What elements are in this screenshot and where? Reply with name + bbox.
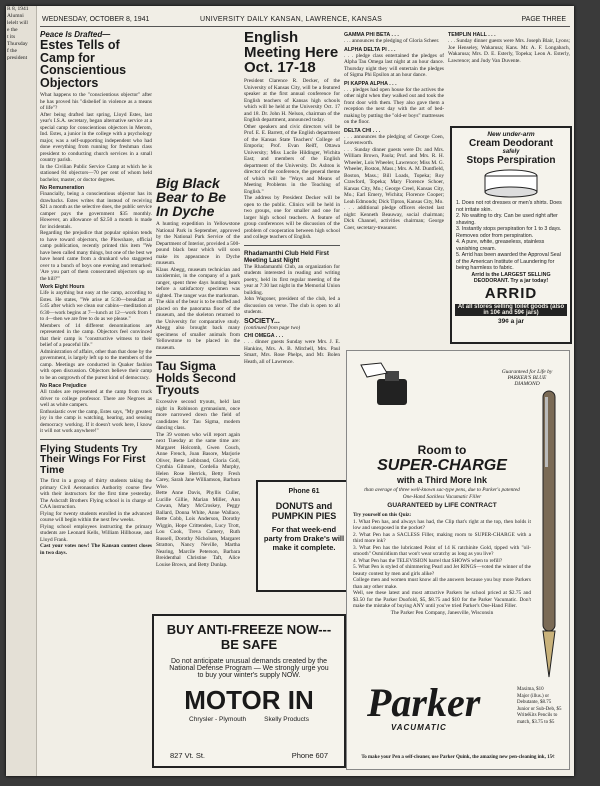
column-templin <box>448 30 570 120</box>
body-text: . . . announces the pledging of George Coen, Leavenworth. <box>344 133 444 146</box>
headline-bear: Big Black Bear to Be In Dyche <box>156 176 227 219</box>
body-text: The skin of the bear is to be stuffed and placed on the panorama floor of the museum, and the skeleton returned to the University for comparative study. Abegg also brought back many specimens of smaller animals from Yellowstone to be placed in the museum. <box>156 299 240 351</box>
headline-english: English Meeting Here Oct. 17-18 <box>244 30 339 76</box>
kicker: Peace Is Drafted— <box>40 30 111 39</box>
arrid-line1: New under-arm <box>487 131 535 138</box>
pka-heading: PI KAPPA ALPHA . . . <box>344 80 397 87</box>
strip-line: Alumni <box>7 13 24 19</box>
templin-heading: TEMPLIN HALL . . . <box>448 32 496 38</box>
arrid-line4: Stops Perspiration <box>466 155 556 166</box>
body-text: Financially, being a conscientious objector has its drawbacks. Estes writes that instead of receiving $21 a month as the selective does, the public service camper pays the government $35 monthly. However, an allowance of $2.50 a month is made for incidentals. <box>40 191 152 230</box>
parker-logo: Parker <box>367 680 481 725</box>
headline-rhadamanthi: Rhadamanthi Club Held First Meeting Last Night <box>244 249 329 264</box>
motor-line2: BE SAFE <box>220 637 278 652</box>
donuts-line2: PUMPKIN PIES <box>271 511 337 521</box>
body-text: Enthusiastic over the camp, Estes says, "My greatest joy in the camp is watching, hearing, and sensing democracy working. If it doesn't work here, I know it will not work anywhere!" <box>40 408 152 434</box>
body-text: What happens to the "conscientious objector" after he has proved his "disbelief in violence as a means of life"? <box>40 92 152 111</box>
body-text: Flying for twenty students enrolled in the advanced course will begin within the next few weeks. <box>40 510 152 523</box>
strip-line: f the <box>7 48 17 54</box>
arrid-item: 3. Instantly stops perspiration for 1 to 3 days. Removes odor from perspiration. <box>456 226 562 239</box>
parker-prices: Maxima, $10 Major (illus.) or Debutante, $8.75 Junior or Sub-Deb, $5 WriteKits Pencils to match, $3.75 to $5 <box>517 687 562 725</box>
body-text: . . . Sunday dinner guests were Mrs. Joseph Blair, Lyons; Joe Henseley, Wakarusa; Kans. Mr. A. F. Longabach, Wakarusa; Mrs. D. E. Esterly, Topeka; Leon A. Esterly, Lawrence; and Judy Van Duvente. <box>448 38 570 64</box>
newspaper-page <box>6 6 574 776</box>
arrid-item: 4. A pure, white, greaseless, stainless vanishing cream. <box>456 239 545 252</box>
parker-guaranteed: GUARANTEED by LIFE CONTRACT <box>387 502 497 509</box>
body-text: Members of 14 different denominations are represented in the camp. Objectors feel convinced that their camp is "constructive witness to their belief of a peaceful life." <box>40 322 152 348</box>
motor-address: 827 Vt. St. <box>170 751 206 760</box>
society-heading: SOCIETY... <box>244 317 280 325</box>
masthead <box>40 14 570 27</box>
parker-question: 2. What Pen has a SACLESS Filler, making room to SUPER-CHARGE with a third more ink? <box>353 531 531 544</box>
headline-tau-sigma: Tau Sigma Holds Second Tryouts <box>156 359 237 397</box>
masthead-title: UNIVERSITY DAILY KANSAN, LAWRENCE, KANSAS <box>200 16 383 23</box>
parker-quiz-title: Try yourself on this Quiz: <box>353 512 412 518</box>
parker-question: 5. What Pen is styled of shimmering Pearl and Jet RINGS—voted the winner of the beauty contest by men and girls alike? <box>353 564 531 577</box>
donuts-ad <box>256 480 352 592</box>
parker-h2: SUPER-CHARGE <box>377 457 507 474</box>
donuts-phone: Phone 61 <box>288 488 320 495</box>
strip-line: t its <box>7 34 16 40</box>
parker-body: Well, see these latest and most attractive Parkers he school priced at $2.75 and $3.50 for the Parker Duofold, $5, $8.75 and $10 for the Parker Vacumatic. Don't make the mistake of buying ANY until you've tried Parker's One-Hand Filler. <box>353 590 531 609</box>
arrid-line2: Cream Deodorant <box>469 138 553 149</box>
body-text: President Clarence R. Decker, of the University of Kansas City, will be a featured speaker at the first annual conference for English teachers of Kansas high schools which will be held at the University Oct. 17 and 18. Dr. John H. Nelson, chairman of the English department, announced today. <box>244 78 340 123</box>
parker-h1: Room to <box>417 443 467 457</box>
motor-phone: Phone 607 <box>291 751 328 760</box>
body-text: . . . Sunday dinner guests were Dr. and Mrs. William Brown, Paola; Prof. and Mrs. R. H. Wheeler, Lois Wheeler, Lawrence; Miss M. G. Wheeler, Boston, Mass.; Mrs. A. M. Duntfield, Boston, Mass.; Bill Loads, Topeka; Roy Crawford, Topeka; Mary Florence Schoer, Kansas City, Mo.; George Creel, Kansas City, Mo.; Earl Emery, Wichita; Florence Cooper; Leah Edmonds; Dick Tipton, Kansas City, Mo. <box>344 146 444 205</box>
masthead-date: WEDNESDAY, OCTOBER 8, 1941 <box>42 16 150 23</box>
body-text: John Wagoner, president of the club, led a discussion on verse. The club is open to all students. <box>244 296 340 315</box>
arrid-line3: safely <box>502 149 520 155</box>
headline-flying: Flying Students Try Their Wings For First Time <box>40 442 146 476</box>
parker-h4: than average of three well-known sac-type pens, due to Parker's patented One-Hand Sackless Vacumatic Filler <box>364 487 520 500</box>
body-text: All trades are represented at the camp from truck driver to college professor. There are Negroes as well as white campers. <box>40 389 152 408</box>
divider <box>40 439 152 440</box>
continued-note: (continued from page two) <box>244 324 301 331</box>
parker-question: 4. What Pen has the TELEVISION barrel that SHOWS when to refill? <box>353 557 503 564</box>
parker-body: College men and women must know all the answers because you buy more Parkers than any other make. <box>353 577 531 590</box>
strip-line: e the <box>7 27 18 33</box>
arrid-jar-icon <box>481 168 541 198</box>
arrid-ad <box>450 126 572 344</box>
divider <box>156 355 240 356</box>
motor-brand: MOTOR IN <box>184 685 314 715</box>
body-text: . . . pledge class entertained the pledges of Alpha Tau Omega last night at an hour dance. Thursday night they will entertain the pledges of Sigma Phi Epsilon at an hour dance. <box>344 52 444 78</box>
body-text: . . . additional pledge officers elected last night: Kenneth Beauway, social chairman; Dick Channel, activities chairman; George Coer, secretary-treasurer. <box>344 205 444 231</box>
subhead: No Remuneration <box>40 185 85 191</box>
body-text: . . . announces the pledging of Gloria Scheer. <box>344 38 440 44</box>
column-estes <box>40 30 152 774</box>
parker-question: 1. What Pen has, and always has had, the Clip that's right at the top, then holds it low and unexposed in the pocket? <box>353 518 531 531</box>
motor-in-ad <box>152 614 346 768</box>
pen-illustration <box>533 387 563 687</box>
body-text: . . . pledges had open house for the actives the other night when they walked out and took the front door with them. They also gave them a reception the next day with the art of bed-making by putting the "old-er boys" mattresses on the floor. <box>344 86 444 125</box>
arrid-brand: ARRID <box>484 284 538 302</box>
donuts-line3: For that week-end party from Drake's will make it complete. <box>263 525 345 552</box>
arrid-item: 5. Arrid has been awarded the Approval Seal of the American Institute of Laundering for being harmless to fabric. <box>456 252 561 271</box>
masthead-page: PAGE THREE <box>521 16 566 23</box>
parker-guarantee: Guaranteed for Life by PARKER'S BLUE DIAMOND <box>501 369 553 387</box>
strip-line: R 8, 1941 <box>7 6 29 12</box>
body-text: Other speakers and civic directors will be Prof. E. E. Barrett, of the English department of the Kansas State Teachers' College of Emporia; Prof. Evan Reiff, Ottawa University; Miss Lucile Hildinger, Wichita East; and members of the English department of the University. Dr. Ashton is director of the conference, the general theme of which will be "Ways and Means of Meeting Problems in the Teaching of English." <box>244 123 340 195</box>
ink-bottle-illustration <box>357 357 427 413</box>
motor-line3: Do not anticipate unusual demands created by the National Defense Program — We strongly urge you to buy your winter's supply NOW. <box>169 658 329 679</box>
divider <box>244 245 340 246</box>
body-text: In the Civilian Public Service Camp at which he is stationed 84 objectors—70 per cent of whom held bachelor, master, or doctor degrees. <box>40 163 152 183</box>
delta-chi-heading: DELTA CHI . . . <box>344 127 381 134</box>
body-text: Cast your votes now! The Kansan contest closes in two days. <box>40 543 152 556</box>
headline-estes: Estes Tells of Camp for Conscientious Objectors <box>40 38 127 90</box>
strip-line: president <box>7 55 28 61</box>
arrid-footer: At all stores selling toilet goods (also in 10¢ and 59¢ jars) <box>455 304 567 316</box>
arrid-item: 1. Does not rot dresses or men's shirts. Does not irritate skin. <box>456 200 562 213</box>
adp-heading: ALPHA DELTA PI . . . <box>344 46 396 53</box>
parker-ad <box>346 350 570 770</box>
subhead: Work Eight Hours <box>40 284 85 290</box>
subhead: No Race Prejudice <box>40 383 87 389</box>
parker-h3: with a Third More Ink <box>396 475 487 485</box>
body-text: The Rhadamanthi Club, an organization for students interested in reading and writing poetry, held its first regular meeting of the year at 7:30 last night in the Memorial Union building. <box>244 263 340 296</box>
body-text: Administration of affairs, other than that done by the government, is largely left up to the members of the camp. Meetings are conducted in Quaker fashion with open discussion. Objectors believe their camp to be an outgrowth of the purest kind of democracy. <box>40 348 152 381</box>
body-text: Regarding the prejudice that popular opinion tends to have toward objectors, the Plowshare, official camp publication, recently printed this item "We have been called many things, but one of the best we have heard came from a drunkard who staggered over to a bunch of boys one evening and remarked: 'Are you part of them consecrated objectors up on the hill?'" <box>40 230 152 282</box>
parker-question: 3. What Pen has the lubricated Point of 14 K ratchinite Gold, tipped with "oil-smooth" Osmiridium that won't wear scratchy as long as you live? <box>353 544 531 557</box>
body-text: The address by President Decker will be open to the public. Clinics will be held in two groups, one for smaller and one for larger high school teachers. A feature of group conferences will be discussion of the problem of cooperation between high school and college teachers of English. <box>244 195 340 240</box>
motor-sub: Chrysler - Plymouth Skelly Products <box>189 716 309 723</box>
arrid-price: 39¢ a jar <box>497 317 525 325</box>
chi-omega-heading: CHI OMEGA . . . <box>244 333 284 339</box>
strip-line: lelelt will <box>7 20 28 26</box>
donuts-line1: DONUTS and <box>275 501 333 511</box>
body-text: Excessive second tryouts, held last night in Robinson gymnasium, once more narrowed down the field of candidates for Tau Sigma, modern dancing class. <box>156 399 240 431</box>
arrid-line5: Arrid is the LARGEST SELLING DEODORANT. Try a jar today! <box>471 271 551 284</box>
body-text: Life is anything but easy at the camp, according to Estes. He states, "We arise at 5:30—breakfast at 5:45 after which we clean our cabins—meditation at 6:30—work begins at 7—lunch at 12—work from 1 to 4—then we are free to do as we please." <box>40 290 152 322</box>
motor-line1: BUY ANTI-FREEZE NOW--- <box>166 622 332 637</box>
parker-vacumatic: VACUMATIC <box>391 723 447 732</box>
strip-line: Thursday <box>7 41 28 47</box>
body-text: The 39 women who will report again next Tuesday at the same time are: Margaret Holcomb, Gwen Couch, Anne French, Joan Basore, Marjorie Oliver, Bette Leibbrand, Gloria Goll, Cynthia Gilmore, Cordelia Murphy, Helen Rose Herrick, Betty Fresh Carey, Sarah Jane Williamson, Barbara Wise. <box>156 431 240 490</box>
adjacent-page-strip <box>6 6 37 776</box>
body-text: Bette Anne Davis, Phyllis Culler, Lucille Gillie, Marian Miller, Ann Cowan, Mary McCroskey, Peggy Ballard, Donna White, Anne Wallace, Bette Cobb, Lois Anderson, Dorothy Wiggin, Hope Crittenden, Lucy Trott, Lou Cook, Treva Camery, Ruth Russell, Dorothy Nicholson, Margaret Stratton, Nancy Neville, Martha Nearing, Marcile Peterson, Barbara Breidenthal Christine Taft, Alice Louise Brown, and Betty Dunlap. <box>156 490 240 568</box>
body-text: The first in a group of thirty students taking the primary Civil Aeronautics Authority course flew with their instructors for the first time yesterday. The Ashcraft Brothers Flying school is in charge of CAA instruction. <box>40 478 152 510</box>
arrid-item: 2. No waiting to dry. Can be used right after shaving. <box>456 213 558 226</box>
gpb-heading: GAMMA PHI BETA . . . <box>344 32 399 38</box>
parker-company: The Parker Pen Company, Janesville, Wisconsin <box>390 609 494 616</box>
body-text: . . . dinner guests Sunday were Mrs. J. E. Hankins, Mrs. A. B. Mitchell, Mrs. Paul Smart, Mrs. Rose Phelps, and Mr. Bolen Heath, all of Lawrence. <box>244 339 340 365</box>
parker-tagline: To make your Pen a self-cleaner, use Parker Quink, the amazing new pen-cleaning ink, 15¢ <box>361 755 555 760</box>
body-text: Flying school employees instructing the primary students are Leonard Kells, William Hillhouse, and Lloyd Frank. <box>40 523 152 543</box>
body-text: Klaus Abegg, museum technician and taxidermist, in the company of a park ranger, spent three days hunting bears before a satisfactory specimen was sighted. The ranger was the marksman. <box>156 266 240 299</box>
body-text: After being drafted last spring, Lloyd Estes, last year's I.S.A. secretary, began alternative service at a special camp for conscientious objectors in Merom, Ind. Estes, a junior in the college with a psychology major, was a self-supporting independent who had done everything from running for freshman class president to conducting church services in a small country parish. <box>40 111 152 163</box>
column-society <box>344 30 444 330</box>
body-text: A hunting expedition in Yellowstone National Park in September, approved by the National Park Service of the Department of Interior, provided a 500-pound black bear which will soon make its appearance in Dyche museum. <box>156 221 240 266</box>
